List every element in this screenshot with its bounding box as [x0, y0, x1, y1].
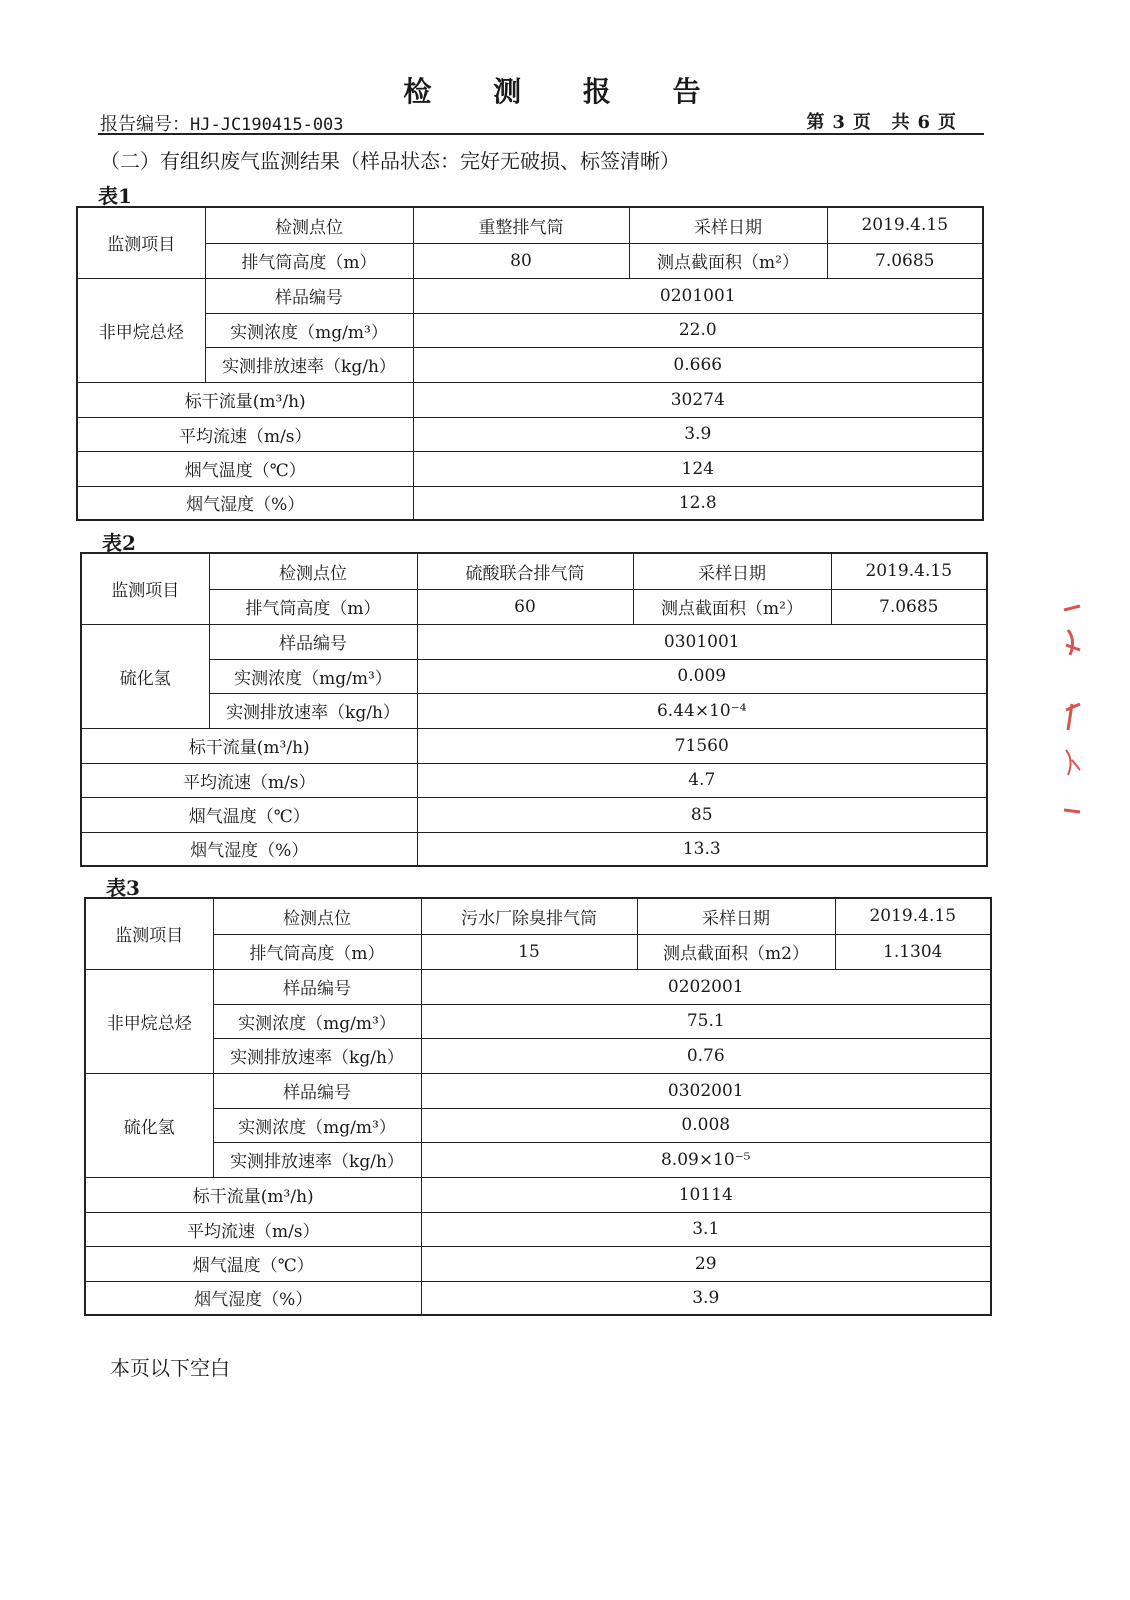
item-header: 监测项目 — [81, 553, 209, 624]
b-conc-value: 0.008 — [421, 1108, 991, 1142]
pollutant-name: 硫化氢 — [81, 624, 209, 728]
table1 — [76, 206, 984, 521]
velocity-value: 3.9 — [413, 417, 983, 451]
date-value: 2019.4.15 — [827, 207, 983, 243]
temp-value: 85 — [417, 797, 987, 832]
table1-label: 表1 — [98, 184, 132, 208]
seal-fragment-icon — [1060, 600, 1082, 820]
a-sample-no-value: 0202001 — [421, 969, 991, 1004]
header-rule — [98, 133, 984, 135]
total-pages: 6 — [917, 112, 930, 133]
footer-note: 本页以下空白 — [110, 1356, 230, 1380]
a-conc-label: 实测浓度（mg/m³） — [213, 1004, 421, 1038]
sample-no-label: 样品编号 — [205, 278, 413, 313]
humidity-value: 13.3 — [417, 832, 987, 866]
page-label-prefix: 第 — [806, 112, 825, 133]
humidity-label: 烟气湿度（%） — [85, 1281, 421, 1315]
velocity-label: 平均流速（m/s） — [77, 417, 413, 451]
height-value: 60 — [417, 589, 633, 624]
humidity-value: 12.8 — [413, 486, 983, 520]
site-value: 硫酸联合排气筒 — [417, 553, 633, 589]
temp-label: 烟气温度（℃） — [85, 1246, 421, 1281]
date-value: 2019.4.15 — [835, 898, 991, 934]
page-number: 3 — [832, 112, 845, 133]
sample-no-value: 0201001 — [413, 278, 983, 313]
humidity-value: 3.9 — [421, 1281, 991, 1315]
flow-label: 标干流量(m³/h) — [85, 1177, 421, 1212]
area-value: 1.1304 — [835, 934, 991, 969]
height-value: 15 — [421, 934, 637, 969]
page-indicator — [802, 108, 960, 134]
area-value: 7.0685 — [827, 243, 983, 278]
site-value: 污水厂除臭排气筒 — [421, 898, 637, 934]
item-header: 监测项目 — [85, 898, 213, 969]
velocity-value: 4.7 — [417, 763, 987, 797]
flow-value: 10114 — [421, 1177, 991, 1212]
b-rate-value: 8.09×10⁻⁵ — [421, 1142, 991, 1177]
flow-value: 71560 — [417, 728, 987, 763]
conc-label: 实测浓度（mg/m³） — [205, 313, 413, 347]
table2 — [80, 552, 988, 867]
rate-label: 实测排放速率（kg/h） — [205, 347, 413, 382]
humidity-label: 烟气湿度（%） — [77, 486, 413, 520]
velocity-label: 平均流速（m/s） — [81, 763, 417, 797]
area-value: 7.0685 — [831, 589, 987, 624]
height-label: 排气筒高度（m） — [205, 243, 413, 278]
velocity-value: 3.1 — [421, 1212, 991, 1246]
conc-value: 0.009 — [417, 659, 987, 693]
pollutant-a-name: 非甲烷总烃 — [85, 969, 213, 1073]
site-label: 检测点位 — [209, 553, 417, 589]
pollutant-b-name: 硫化氢 — [85, 1073, 213, 1177]
temp-value: 124 — [413, 451, 983, 486]
date-value: 2019.4.15 — [831, 553, 987, 589]
report-number-label: 报告编号： — [100, 114, 190, 135]
temp-label: 烟气温度（℃） — [77, 451, 413, 486]
area-label: 测点截面积（m2） — [637, 934, 835, 969]
rate-value: 0.666 — [413, 347, 983, 382]
site-label: 检测点位 — [205, 207, 413, 243]
conc-label: 实测浓度（mg/m³） — [209, 659, 417, 693]
sample-no-label: 样品编号 — [209, 624, 417, 659]
humidity-label: 烟气湿度（%） — [81, 832, 417, 866]
area-label: 测点截面积（m²） — [633, 589, 831, 624]
b-conc-label: 实测浓度（mg/m³） — [213, 1108, 421, 1142]
area-label: 测点截面积（m²） — [629, 243, 827, 278]
a-rate-label: 实测排放速率（kg/h） — [213, 1038, 421, 1073]
rate-value: 6.44×10⁻⁴ — [417, 693, 987, 728]
page-label-suffix: 页 — [852, 112, 871, 133]
rate-label: 实测排放速率（kg/h） — [209, 693, 417, 728]
table3 — [84, 897, 992, 1316]
item-header: 监测项目 — [77, 207, 205, 278]
table3-label: 表3 — [106, 876, 140, 900]
b-sample-no-value: 0302001 — [421, 1073, 991, 1108]
sample-no-value: 0301001 — [417, 624, 987, 659]
conc-value: 22.0 — [413, 313, 983, 347]
velocity-label: 平均流速（m/s） — [85, 1212, 421, 1246]
date-label: 采样日期 — [637, 898, 835, 934]
report-number-value: HJ-JC190415-003 — [190, 115, 344, 135]
flow-value: 30274 — [413, 382, 983, 417]
flow-label: 标干流量(m³/h) — [81, 728, 417, 763]
temp-value: 29 — [421, 1246, 991, 1281]
table2-label: 表2 — [102, 531, 136, 555]
flow-label: 标干流量(m³/h) — [77, 382, 413, 417]
section-title: （二）有组织废气监测结果（样品状态：完好无破损、标签清晰） — [100, 149, 680, 173]
height-label: 排气筒高度（m） — [213, 934, 421, 969]
site-label: 检测点位 — [213, 898, 421, 934]
date-label: 采样日期 — [633, 553, 831, 589]
height-label: 排气筒高度（m） — [209, 589, 417, 624]
b-rate-label: 实测排放速率（kg/h） — [213, 1142, 421, 1177]
site-value: 重整排气筒 — [413, 207, 629, 243]
date-label: 采样日期 — [629, 207, 827, 243]
pollutant-name: 非甲烷总烃 — [77, 278, 205, 382]
report-title: 检 测 报 告 — [403, 75, 727, 108]
a-rate-value: 0.76 — [421, 1038, 991, 1073]
a-conc-value: 75.1 — [421, 1004, 991, 1038]
height-value: 80 — [413, 243, 629, 278]
total-label-prefix: 共 — [891, 112, 910, 133]
temp-label: 烟气温度（℃） — [81, 797, 417, 832]
total-label-suffix: 页 — [938, 112, 956, 133]
a-sample-no-label: 样品编号 — [213, 969, 421, 1004]
b-sample-no-label: 样品编号 — [213, 1073, 421, 1108]
